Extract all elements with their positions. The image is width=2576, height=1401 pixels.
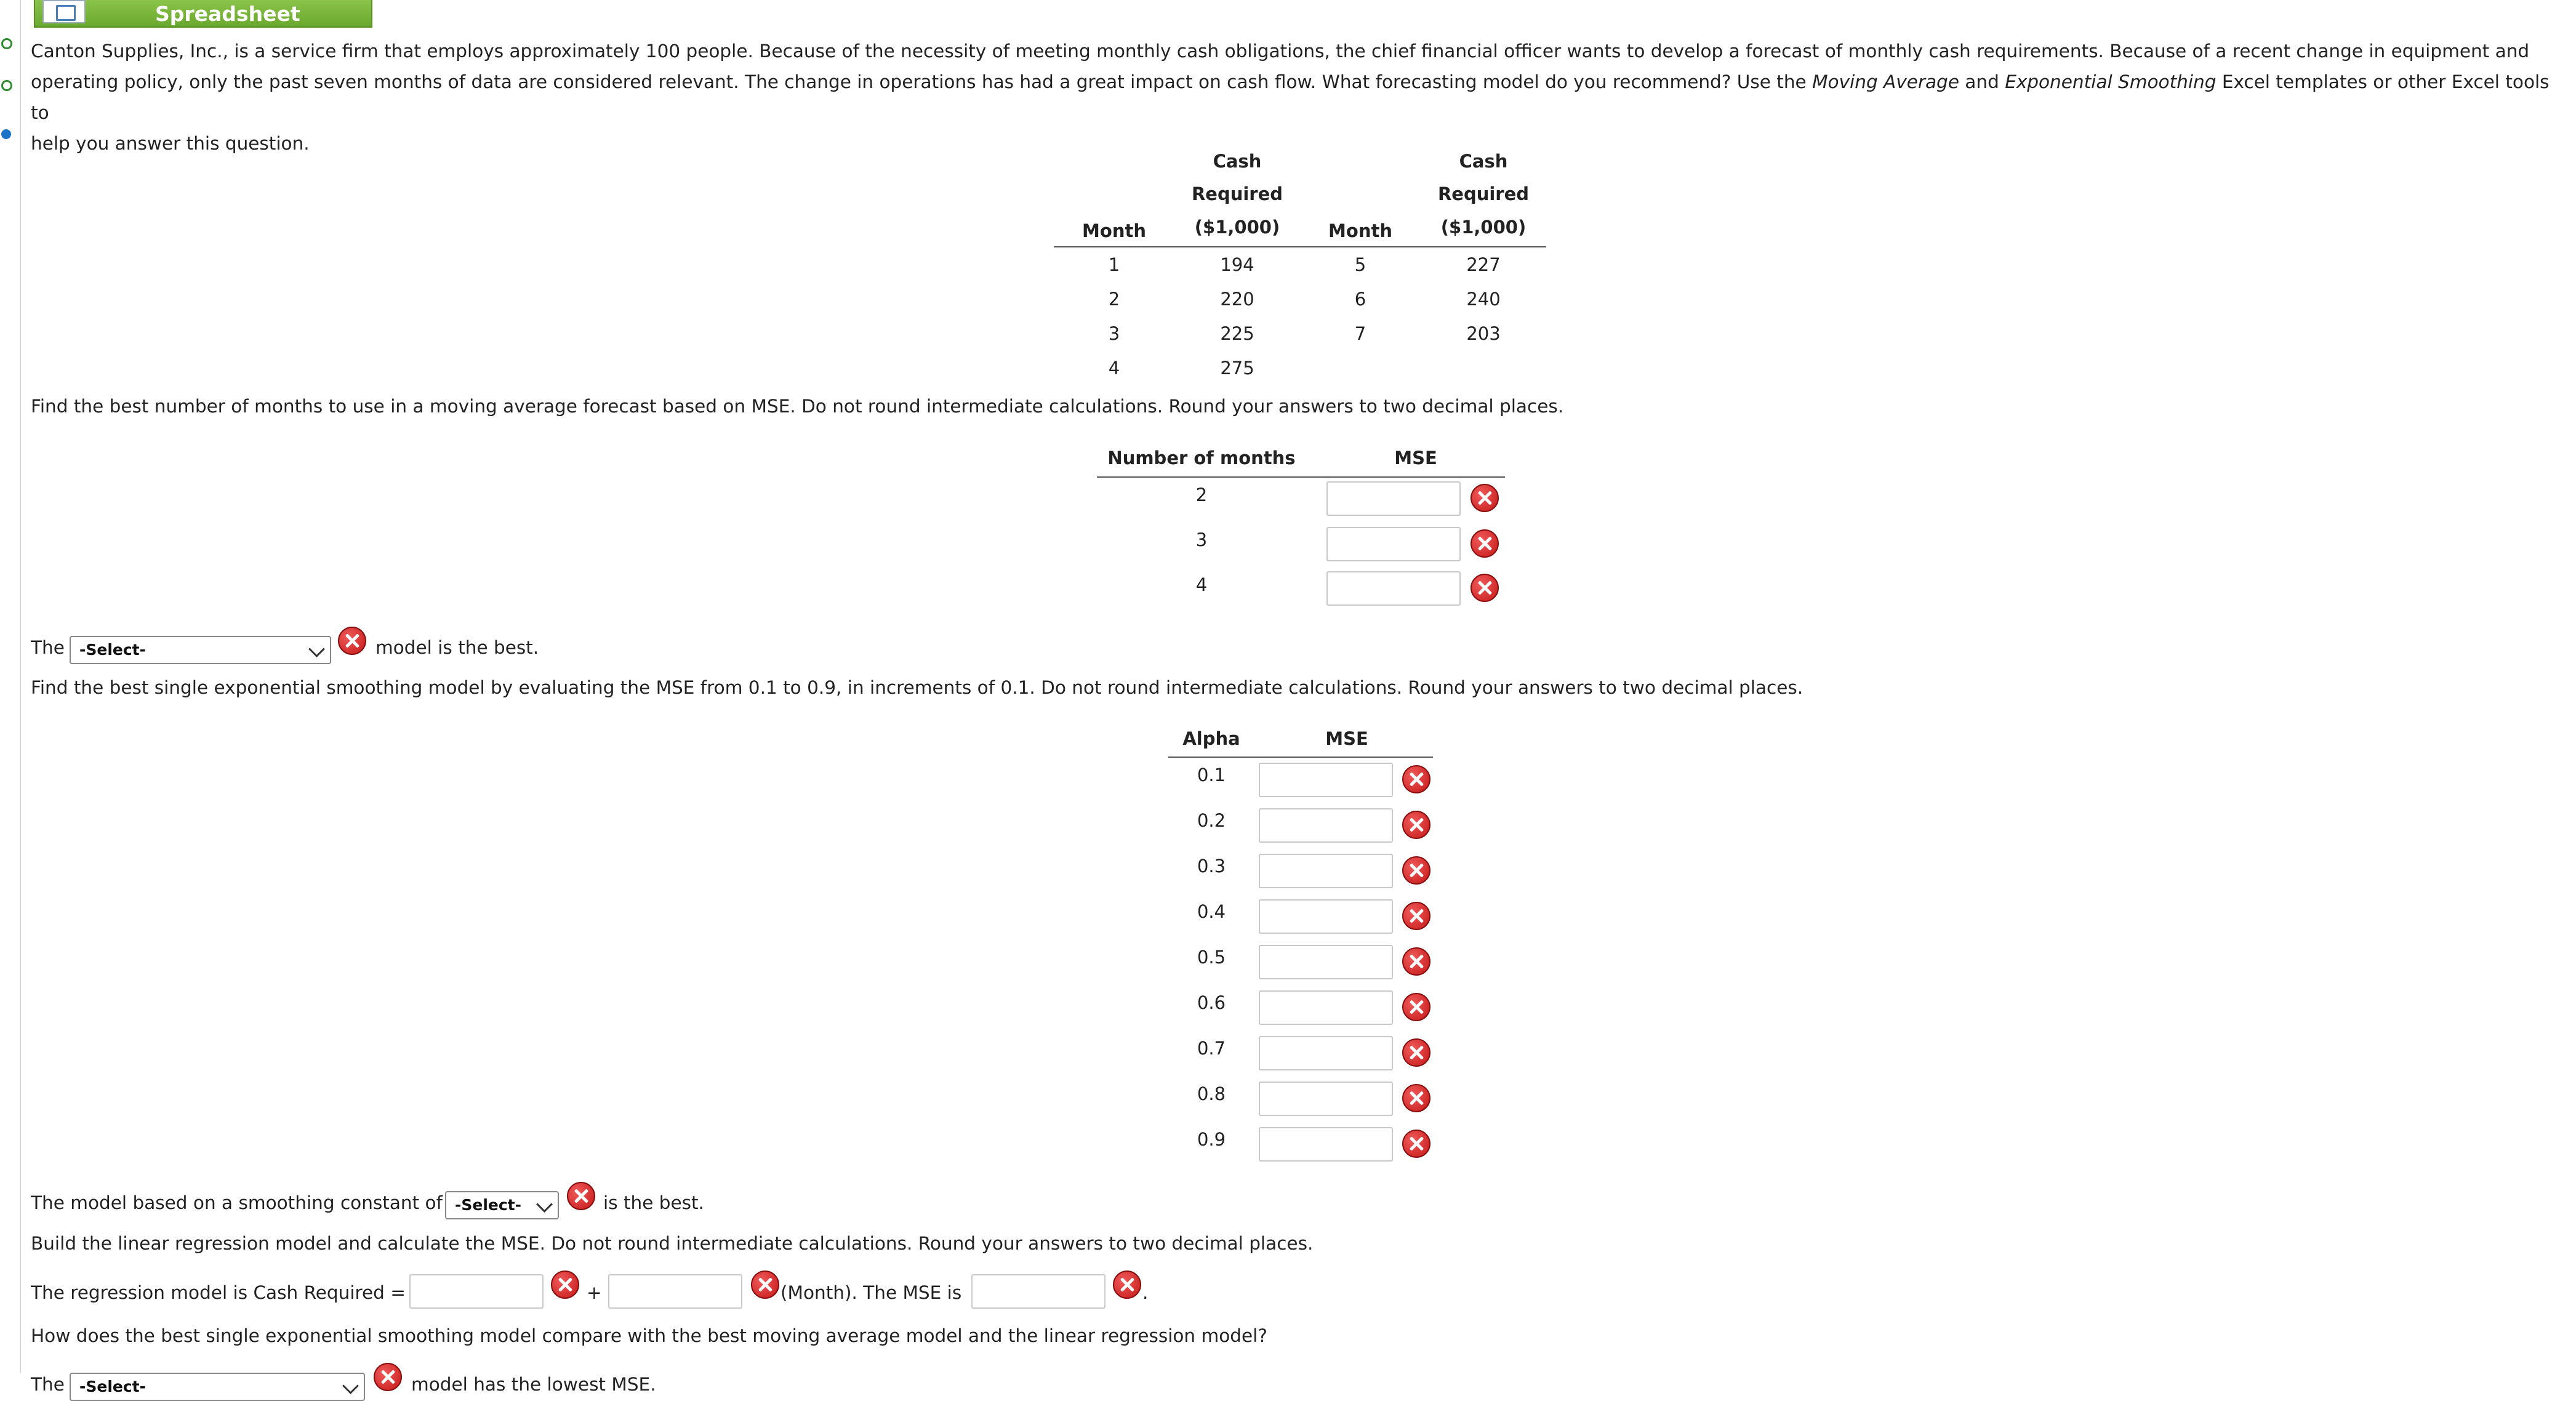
table-cell: 2 bbox=[1108, 289, 1120, 310]
comparison-question: How does the best single exponential smoothing model compare with the best moving average model and the linear regression model? bbox=[31, 1325, 1268, 1346]
es-best-alpha-select[interactable] bbox=[445, 1191, 559, 1219]
ma-mse-input-3[interactable] bbox=[1326, 527, 1461, 561]
es-mse-input-0.6[interactable] bbox=[1259, 990, 1393, 1025]
ma-months-value: 3 bbox=[1195, 529, 1208, 550]
regression-mse-input[interactable] bbox=[971, 1274, 1105, 1309]
incorrect-x-icon bbox=[1402, 993, 1430, 1021]
exp-smoothing-instruction: Find the best single exponential smoothing model by evaluating the MSE from 0.1 to 0.9, in increments of 0.1. Do not round intermediate calculations. Round your answers to two decimal places. bbox=[31, 677, 1804, 698]
incorrect-x-icon bbox=[551, 1271, 579, 1299]
comparison-suffix: model has the lowest MSE. bbox=[411, 1374, 656, 1395]
es-select-value: -Select- bbox=[455, 1196, 522, 1214]
incorrect-x-icon bbox=[1471, 574, 1499, 602]
regression-prefix: The regression model is Cash Required = bbox=[31, 1282, 406, 1303]
ma-months-value: 2 bbox=[1195, 484, 1208, 505]
regression-intercept-input[interactable] bbox=[409, 1274, 544, 1309]
incorrect-x-icon bbox=[1402, 1084, 1430, 1112]
es-alpha-value: 0.2 bbox=[1197, 810, 1226, 831]
regression-slope-input[interactable] bbox=[608, 1274, 742, 1309]
comparison-select-value: -Select- bbox=[79, 1378, 146, 1395]
es-mse-input-0.3[interactable] bbox=[1259, 854, 1393, 888]
header-ma-mse: MSE bbox=[1394, 448, 1437, 468]
es-alpha-value: 0.5 bbox=[1197, 947, 1226, 968]
table-header-rule bbox=[1054, 246, 1546, 247]
incorrect-x-icon bbox=[1402, 765, 1430, 793]
header-cash-left-1: Cash bbox=[1213, 151, 1262, 172]
incorrect-x-icon bbox=[1471, 484, 1499, 512]
incorrect-x-icon bbox=[1402, 902, 1430, 930]
incorrect-x-icon bbox=[567, 1182, 595, 1210]
left-navigation-rail bbox=[0, 0, 21, 1373]
plus-sign: + bbox=[587, 1282, 602, 1303]
chevron-down-icon bbox=[536, 1196, 553, 1213]
spreadsheet-icon bbox=[42, 0, 86, 23]
es-mse-input-0.9[interactable] bbox=[1259, 1127, 1393, 1162]
ma-header-rule bbox=[1097, 476, 1505, 478]
completed-check-icon bbox=[1, 80, 12, 91]
incorrect-x-icon bbox=[1402, 856, 1430, 885]
incorrect-x-icon bbox=[374, 1363, 402, 1391]
header-alpha: Alpha bbox=[1182, 728, 1240, 749]
problem-statement bbox=[31, 36, 2554, 159]
es-alpha-value: 0.6 bbox=[1197, 992, 1226, 1013]
table-cell: 194 bbox=[1220, 254, 1254, 275]
ma-months-value: 4 bbox=[1195, 574, 1208, 595]
header-es-mse: MSE bbox=[1325, 728, 1368, 749]
table-cell: 1 bbox=[1108, 254, 1120, 275]
table-cell: 225 bbox=[1220, 323, 1254, 344]
es-mse-input-0.7[interactable] bbox=[1259, 1036, 1393, 1070]
spreadsheet-button-label: Spreadsheet bbox=[155, 2, 300, 26]
moving-average-instruction: Find the best number of months to use in a moving average forecast based on MSE. Do not round intermediate calculations. Round your answers to two decimal places. bbox=[31, 396, 1564, 417]
lowest-mse-model-select[interactable] bbox=[70, 1373, 365, 1401]
es-alpha-value: 0.1 bbox=[1197, 765, 1226, 785]
exponential-smoothing-template-name: Exponential Smoothing bbox=[2005, 71, 2217, 92]
header-number-of-months: Number of months bbox=[1107, 448, 1296, 468]
ma-mse-input-2[interactable] bbox=[1326, 481, 1461, 516]
es-alpha-value: 0.4 bbox=[1197, 901, 1226, 922]
es-alpha-value: 0.8 bbox=[1197, 1083, 1226, 1104]
es-mse-input-0.4[interactable] bbox=[1259, 899, 1393, 934]
header-cash-right-3: ($1,000) bbox=[1440, 217, 1527, 238]
header-cash-left-2: Required bbox=[1191, 183, 1283, 204]
table-cell: 240 bbox=[1466, 289, 1501, 310]
header-cash-right-1: Cash bbox=[1459, 151, 1508, 172]
ma-sentence-suffix: model is the best. bbox=[375, 637, 539, 658]
incorrect-x-icon bbox=[1402, 947, 1430, 976]
es-alpha-value: 0.3 bbox=[1197, 856, 1226, 877]
regression-month-text: (Month). The MSE is bbox=[780, 1282, 962, 1303]
problem-line-2: operating policy, only the past seven months of data are considered relevant. The change in operations has had a great impact on cash flow. What forecasting model do you recommend? Use the Moving Average and Exponential Smoothing Excel templates or other Excel tools to bbox=[31, 71, 2550, 123]
incorrect-x-icon bbox=[1402, 1038, 1430, 1067]
table-cell: 3 bbox=[1108, 323, 1120, 344]
ma-mse-input-4[interactable] bbox=[1326, 571, 1461, 606]
table-cell: 5 bbox=[1354, 254, 1366, 275]
ma-select-value: -Select- bbox=[79, 641, 146, 659]
incorrect-x-icon bbox=[1113, 1271, 1141, 1299]
incorrect-x-icon bbox=[338, 627, 366, 655]
es-mse-input-0.8[interactable] bbox=[1259, 1082, 1393, 1116]
current-question-dot-icon bbox=[1, 129, 11, 139]
es-sentence-suffix: is the best. bbox=[603, 1192, 704, 1213]
header-month-right: Month bbox=[1328, 220, 1392, 241]
problem-line-1: Canton Supplies, Inc., is a service firm that employs approximately 100 people. Because of the necessity of meeting monthly cash obligations, the chief financial officer wants to develop a forecast of monthly cash requirements. Because of a recent change in equipment and bbox=[31, 41, 2530, 62]
header-month-left: Month bbox=[1082, 220, 1146, 241]
chevron-down-icon bbox=[342, 1378, 359, 1394]
ma-best-model-select[interactable] bbox=[70, 636, 331, 664]
es-alpha-value: 0.7 bbox=[1197, 1038, 1226, 1059]
table-cell: 4 bbox=[1108, 358, 1120, 379]
ma-sentence-prefix: The bbox=[31, 637, 65, 658]
incorrect-x-icon bbox=[751, 1271, 779, 1299]
es-mse-input-0.5[interactable] bbox=[1259, 945, 1393, 979]
comparison-prefix: The bbox=[31, 1374, 65, 1395]
header-cash-left-3: ($1,000) bbox=[1194, 217, 1280, 238]
regression-instruction: Build the linear regression model and calculate the MSE. Do not round intermediate calculations. Round your answers to two decimal places. bbox=[31, 1233, 1314, 1254]
es-mse-input-0.2[interactable] bbox=[1259, 808, 1393, 843]
incorrect-x-icon bbox=[1402, 1130, 1430, 1158]
table-cell: 6 bbox=[1354, 289, 1366, 310]
incorrect-x-icon bbox=[1402, 811, 1430, 839]
es-header-rule bbox=[1168, 757, 1433, 758]
es-sentence-prefix: The model based on a smoothing constant of bbox=[31, 1192, 443, 1213]
es-mse-input-0.1[interactable] bbox=[1259, 763, 1393, 797]
table-cell: 227 bbox=[1466, 254, 1501, 275]
moving-average-template-name: Moving Average bbox=[1812, 71, 1959, 92]
problem-line-3: help you answer this question. bbox=[31, 133, 310, 154]
es-alpha-value: 0.9 bbox=[1197, 1129, 1226, 1150]
incorrect-x-icon bbox=[1471, 529, 1499, 558]
table-cell: 220 bbox=[1220, 289, 1254, 310]
chevron-down-icon bbox=[308, 641, 325, 657]
regression-period: . bbox=[1142, 1282, 1149, 1303]
spreadsheet-button[interactable] bbox=[34, 0, 372, 28]
header-cash-right-2: Required bbox=[1437, 183, 1530, 204]
table-cell: 203 bbox=[1466, 323, 1501, 344]
completed-check-icon bbox=[1, 38, 12, 49]
table-cell: 275 bbox=[1220, 358, 1254, 379]
table-cell: 7 bbox=[1354, 323, 1366, 344]
